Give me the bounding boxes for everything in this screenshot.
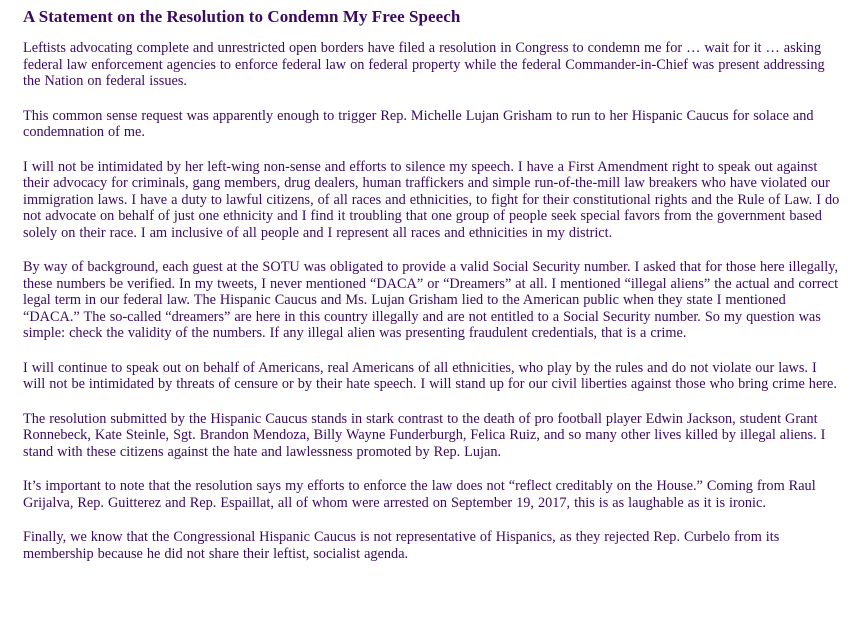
paragraph-2: This common sense request was apparently enough to trigger Rep. Michelle Lujan Grisham to run to her Hispanic Caucus for solace and condemnation of me. bbox=[23, 107, 814, 140]
paragraph-6: The resolution submitted by the Hispanic Caucus stands in stark contrast to the death of pro football player Edwin Jackson, student Grant Ronnebeck, Kate Steinle, Sgt. Brandon Mendoza, Billy Wayne Funderburgh, Felica Ruiz, and so many other lives killed by illegal aliens. I stand with these citizens against the hate and lawlessness promoted by Rep. Lujan. bbox=[23, 410, 826, 460]
paragraph-7: It’s important to note that the resolution says my efforts to enforce the law does not “reflect creditably on the House.” Coming from Raul Grijalva, Rep. Guitterez and Rep. Espaillat, all of whom were arrested on September 19, 2017, this is as laughable as it is ironic. bbox=[23, 478, 816, 511]
paragraph-3: I will not be intimidated by her left-wing non-sense and efforts to silence my speech. I have a First Amendment right to speak out against their advocacy for criminals, gang members, drug dealers, human traffickers and simple run-of-the-mill law breakers who have violated our immigration laws. I have a duty to lawful citizens, of all races and ethnicities, to fight for their constitutional rights and the Rule of Law. I do not advocate on behalf of just one ethnicity and I find it troubling that one group of people seek special favors from the government based solely on their race. I am inclusive of all people and I represent all races and ethnicities in my district. bbox=[23, 158, 840, 241]
paragraph-1: Leftists advocating complete and unrestricted open borders have filed a resolution in Congress to condemn me for … wait for it … asking federal law enforcement agencies to enforce federal law on federal property while the federal Commander-in-Chief was present addressing the Nation on federal issues. bbox=[23, 40, 825, 89]
statement-title: A Statement on the Resolution to Condemn My Free Speech bbox=[23, 7, 461, 26]
paragraph-4: By way of background, each guest at the SOTU was obligated to provide a valid Social Security number. I asked that for those here illegally, these numbers be verified. In my tweets, I never mentioned “DACA” or “Dreamers” at all. I mentioned “illegal aliens” the actual and correct legal term in our federal law. The Hispanic Caucus and Ms. Lujan Grisham lied to the American public when they state I mentioned “DACA.” The so-called “dreamers” are here in this country illegally and are not entitled to a Social Security number. So my question was simple: check the validity of the numbers. If any illegal alien was presenting fraudulent credentials, that is a crime. bbox=[23, 259, 839, 341]
paragraph-5: I will continue to speak out on behalf of Americans, real Americans of all ethnicities, who play by the rules and do not violate our laws. I will not be intimidated by threats of censure or by their hate speech. I will stand up for our civil liberties against those who bring crime here. bbox=[23, 359, 837, 392]
paragraph-8: Finally, we know that the Congressional Hispanic Caucus is not representative of Hispanics, as they rejected Rep. Curbelo from its membership because he did not share their leftist, socialist agenda. bbox=[23, 529, 780, 562]
